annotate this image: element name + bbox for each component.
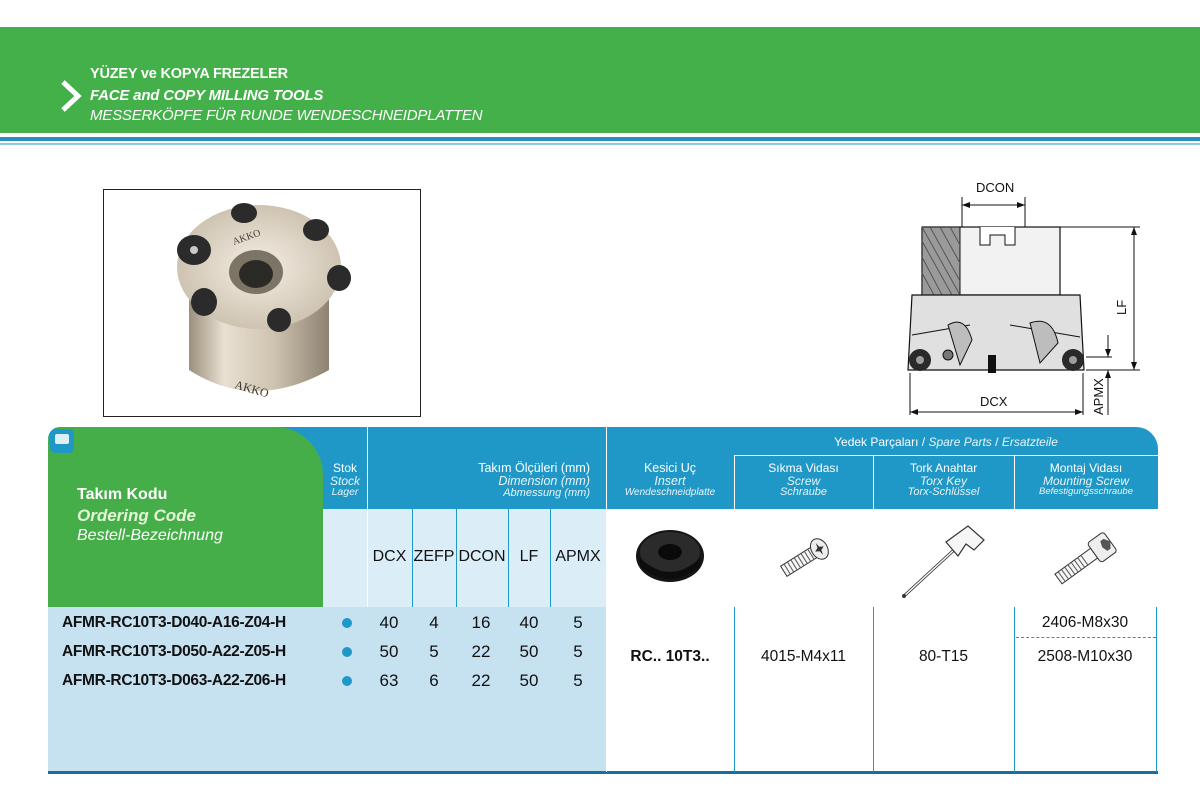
cell-zefp: 6 bbox=[429, 671, 439, 690]
cell-dcx: 50 bbox=[379, 642, 399, 661]
cell-dcx: 40 bbox=[379, 613, 399, 632]
mounting-screw-code: 2508-M10x30 bbox=[1037, 648, 1133, 665]
header-rule-light bbox=[0, 143, 1200, 145]
header-title-en: FACE and COPY MILLING TOOLS bbox=[90, 87, 324, 104]
table-bottom-rule bbox=[48, 771, 1158, 774]
header-rule bbox=[0, 137, 1200, 141]
screw-header bbox=[734, 462, 873, 499]
cell-apmx: 5 bbox=[573, 671, 583, 690]
spare-parts-header bbox=[734, 436, 1158, 449]
cell-lf: 50 bbox=[519, 642, 539, 661]
header-title-de: MESSERKÖPFE FÜR RUNDE WENDESCHNEIDPLATTEN bbox=[90, 107, 483, 124]
header-title-tr: YÜZEY ve KOPYA FREZELER bbox=[90, 66, 288, 82]
table-row-code: AFMR-RC10T3-D040-A16-Z04-H bbox=[62, 614, 286, 631]
mounting-screw-en: Mounting Screw bbox=[1042, 473, 1130, 488]
col-header-dcx: DCX bbox=[372, 548, 407, 565]
brand-engraving-top: AKKO bbox=[231, 227, 263, 248]
col-header-dcon: DCON bbox=[458, 548, 506, 565]
clamping-screw-icon bbox=[770, 528, 840, 588]
insert-tr: Kesici Uç bbox=[643, 461, 697, 475]
insert-en: Insert bbox=[654, 474, 686, 489]
mounting-screw-code: 2406-M8x30 bbox=[1041, 614, 1129, 631]
table-row-code: AFMR-RC10T3-D063-A22-Z06-H bbox=[62, 672, 286, 689]
dashed-divider bbox=[1016, 637, 1156, 638]
cell-dcx: 63 bbox=[379, 671, 399, 690]
chevron-right-icon bbox=[60, 80, 82, 112]
stock-tr: Stok bbox=[332, 461, 357, 475]
table-row-code: AFMR-RC10T3-D050-A22-Z05-H bbox=[62, 643, 286, 660]
cell-zefp: 5 bbox=[429, 642, 439, 661]
mounting-screw-header bbox=[1014, 462, 1158, 497]
cell-dcon: 16 bbox=[471, 613, 491, 632]
product-photo bbox=[103, 189, 421, 417]
spare-parts-en: Spare Parts bbox=[928, 435, 992, 449]
stock-header bbox=[323, 462, 367, 498]
torx-key-icon bbox=[896, 520, 992, 600]
body-col-sep bbox=[1156, 607, 1157, 772]
torx-key-en: Torx Key bbox=[920, 473, 967, 488]
torx-key-tr: Tork Anahtar bbox=[909, 461, 978, 475]
mounting-screw-de: Befestigungsschraube bbox=[1038, 486, 1133, 498]
corner-tab-icon bbox=[48, 427, 78, 457]
stock-dot bbox=[342, 647, 352, 657]
dimension-tr: Takım Ölçüleri (mm) bbox=[478, 461, 590, 475]
stock-dot bbox=[342, 618, 352, 628]
apmx-label: APMX bbox=[1091, 378, 1106, 415]
body-col-sep bbox=[873, 607, 874, 772]
ordering-code-tr: Takım Kodu bbox=[77, 486, 168, 503]
spare-parts-tr: Yedek Parçaları bbox=[834, 435, 919, 449]
lf-label: LF bbox=[1114, 299, 1129, 315]
cell-dcon: 22 bbox=[471, 671, 491, 690]
dcx-label: DCX bbox=[980, 394, 1008, 409]
ordering-code-en: Ordering Code bbox=[77, 506, 197, 525]
spare-parts-sep: / bbox=[921, 435, 926, 449]
stock-de: Lager bbox=[331, 486, 359, 499]
screw-en: Screw bbox=[786, 473, 821, 488]
cell-apmx: 5 bbox=[573, 642, 583, 661]
dcon-label: DCON bbox=[976, 180, 1015, 195]
cell-dcon: 22 bbox=[471, 642, 491, 661]
insert-de: Wendeschneidplatte bbox=[624, 487, 716, 499]
body-col-sep bbox=[734, 607, 735, 772]
mounting-screw-icon bbox=[1046, 528, 1126, 590]
dimension-en: Dimension (mm) bbox=[498, 474, 590, 489]
brand-engraving-side: AKKO bbox=[233, 377, 271, 401]
insert-code: RC.. 10T3.. bbox=[630, 648, 710, 665]
stock-subheader-cell bbox=[323, 509, 367, 607]
insert-header bbox=[606, 462, 734, 499]
body-col-sep bbox=[606, 607, 607, 772]
header-sep bbox=[367, 427, 368, 607]
dimension-header bbox=[400, 462, 590, 500]
mounting-screw-tr: Montaj Vidası bbox=[1049, 461, 1123, 475]
cell-lf: 40 bbox=[519, 613, 539, 632]
round-insert-icon bbox=[632, 526, 708, 590]
torx-key-code: 80-T15 bbox=[918, 648, 969, 665]
cell-apmx: 5 bbox=[573, 613, 583, 632]
stock-en: Stock bbox=[329, 473, 360, 488]
col-header-zefp: ZEFP bbox=[413, 548, 455, 565]
screw-de: Schraube bbox=[779, 486, 828, 499]
ordering-code-de: Bestell-Bezeichnung bbox=[77, 527, 223, 544]
technical-drawing bbox=[890, 175, 1150, 420]
col-header-lf: LF bbox=[519, 548, 539, 565]
cell-lf: 50 bbox=[519, 671, 539, 690]
cell-zefp: 4 bbox=[429, 613, 439, 632]
screw-tr: Sıkma Vidası bbox=[768, 461, 839, 475]
header-sep bbox=[606, 427, 607, 607]
spare-parts-sep2: / bbox=[995, 435, 999, 449]
torx-key-de: Torx-Schlüssel bbox=[907, 486, 980, 499]
milling-cutter-image bbox=[104, 190, 420, 416]
stock-dot bbox=[342, 676, 352, 686]
screw-code: 4015-M4x11 bbox=[760, 648, 846, 665]
ordering-code-title bbox=[77, 486, 223, 545]
col-header-apmx: APMX bbox=[555, 548, 601, 565]
dimension-de: Abmessung (mm) bbox=[503, 487, 590, 500]
torx-key-header bbox=[873, 462, 1014, 499]
spare-parts-de: Ersatzteile bbox=[1001, 435, 1058, 449]
header-sep-h bbox=[734, 455, 1158, 456]
